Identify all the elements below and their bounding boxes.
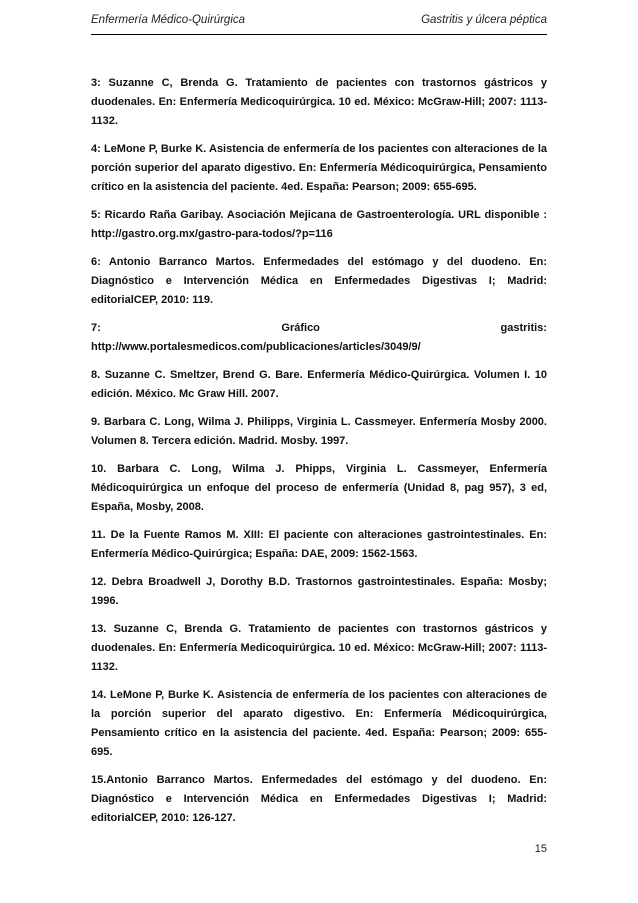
reference-item: 9. Barbara C. Long, Wilma J. Philipps, Virginia L. Cassmeyer. Enfermería Mosby 2000. Volumen 8. Tercera edición. Madrid. Mosby. 1997. (91, 416, 547, 447)
page-number: 15 (534, 843, 547, 855)
reference-list (91, 74, 547, 837)
reference-item: 10. Barbara C. Long, Wilma J. Phipps, Virginia L. Cassmeyer, Enfermería Médicoquirúrgica un enfoque del proceso de enfermería (Unidad 8, pag 957), 3 ed, España, Mosby, 2008. (91, 463, 547, 513)
reference-item: 6: Antonio Barranco Martos. Enfermedades del estómago y del duodeno. En: Diagnóstico e Intervención Médica en Enfermedades Digestivas I; Madrid: editorialCEP, 2010: 119. (91, 256, 547, 306)
reference-item: 3: Suzanne C, Brenda G. Tratamiento de pacientes con trastornos gástricos y duodenales. En: Enfermería Medicoquirúrgica. 10 ed. México: McGraw-Hill; 2007: 1113-1132. (91, 77, 547, 127)
header-right: Gastritis y úlcera péptica (421, 14, 547, 26)
reference-number: 7: (91, 322, 101, 334)
reference-topic: gastritis: (500, 322, 547, 334)
reference-item (91, 319, 547, 357)
reference-item: 15.Antonio Barranco Martos. Enfermedades del estómago y del duodeno. En: Diagnóstico e Intervención Médica en Enfermedades Digestivas I; Madrid: editorialCEP, 2010: 126-127. (91, 774, 547, 824)
page-header (91, 12, 547, 35)
header-left: Enfermería Médico-Quirúrgica (91, 14, 246, 26)
reference-item: 12. Debra Broadwell J, Dorothy B.D. Trastornos gastrointestinales. España: Mosby; 1996. (91, 576, 547, 607)
reference-item: 13. Suzanne C, Brenda G. Tratamiento de pacientes con trastornos gástricos y duodenales. En: Enfermería Medicoquirúrgica. 10 ed. México: McGraw-Hill; 2007: 1113-1132. (91, 623, 547, 673)
reference-item: 14. LeMone P, Burke K. Asistencia de enfermería de los pacientes con alteraciones de la porción superior del aparato digestivo. En: Enfermería Médicoquirúrgica, Pensamiento crítico en la asistencia del paciente. 4ed. España: Pearson; 2009: 655-695. (91, 689, 547, 758)
reference-title: Gráfico (281, 322, 320, 334)
reference-url[interactable]: http://www.portalesmedicos.com/publicaciones/articles/3049/9/ (91, 341, 421, 353)
reference-item: 4: LeMone P, Burke K. Asistencia de enfermería de los pacientes con alteraciones de la porción superior del aparato digestivo. En: Enfermería Médicoquirúrgica, Pensamiento crítico en la asistencia del paciente. 4ed. España: Pearson; 2009: 655-695. (91, 143, 547, 193)
reference-item: 8. Suzanne C. Smeltzer, Brend G. Bare. Enfermería Médico-Quirúrgica. Volumen I. 10 edición. México. Mc Graw Hill. 2007. (91, 369, 547, 400)
reference-line (91, 319, 547, 338)
reference-item: 5: Ricardo Raña Garibay. Asociación Mejicana de Gastroenterología. URL disponible : http://gastro.org.mx/gastro-para-todos/?p=116 (91, 209, 547, 240)
reference-item: 11. De la Fuente Ramos M. XIII: El paciente con alteraciones gastrointestinales. En: Enfermería Médico-Quirúrgica; España: DAE, 2009: 1562-1563. (91, 529, 547, 560)
